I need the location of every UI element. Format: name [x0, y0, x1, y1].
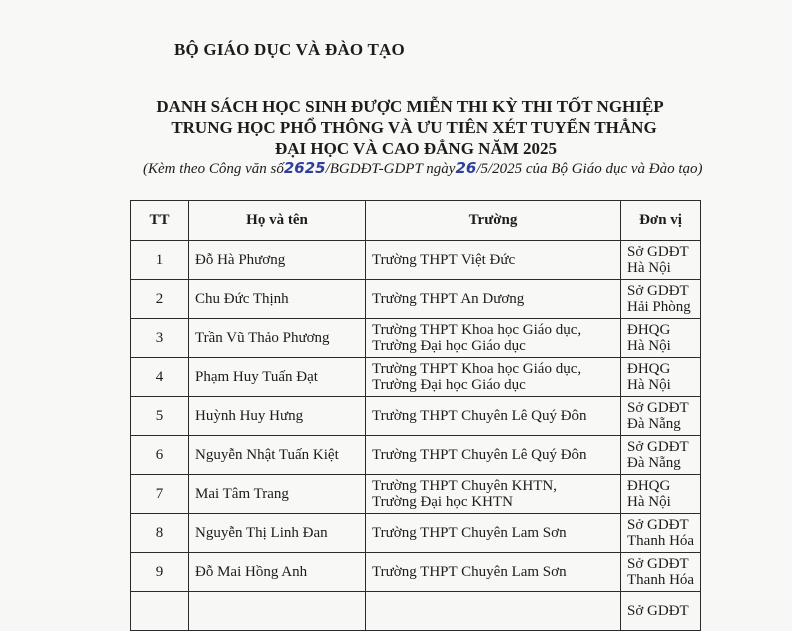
- cell-unit: [621, 475, 701, 514]
- unit-line: Hà Nội: [627, 377, 671, 393]
- subtitle-middle: /BGDĐT-GDPT ngày: [325, 161, 456, 177]
- table-row: [131, 592, 701, 631]
- cell-unit: [621, 358, 701, 397]
- header-school: Trường: [366, 201, 621, 241]
- header-tt: TT: [131, 201, 189, 241]
- school-line: Trường Đại học Giáo dục: [372, 338, 526, 354]
- cell-tt: 3: [131, 319, 189, 358]
- unit-line: Hà Nội: [627, 494, 671, 510]
- school-line: Trường THPT Khoa học Giáo dục,: [372, 322, 582, 338]
- cell-unit: [621, 241, 701, 280]
- unit-line: ĐHQG: [627, 361, 671, 377]
- cell-tt: 8: [131, 514, 189, 553]
- unit-line: Sở GDĐT: [627, 556, 689, 572]
- header-unit: Đơn vị: [621, 201, 701, 241]
- cell-name: Nguyễn Thị Linh Đan: [189, 514, 366, 553]
- cell-school: [366, 241, 621, 280]
- unit-line: Hà Nội: [627, 338, 671, 354]
- school-line: Trường Đại học Giáo dục: [372, 377, 526, 393]
- cell-tt: 4: [131, 358, 189, 397]
- cell-unit: [621, 553, 701, 592]
- unit-line: Hà Nội: [627, 260, 671, 276]
- cell-tt: 2: [131, 280, 189, 319]
- cell-tt: 5: [131, 397, 189, 436]
- table-row: [131, 397, 701, 436]
- unit-line: Đà Nẵng: [627, 455, 681, 471]
- cell-school: [366, 397, 621, 436]
- cell-unit: [621, 514, 701, 553]
- school-line: Trường THPT Chuyên Lê Quý Đôn: [372, 408, 587, 424]
- cell-name: Mai Tâm Trang: [189, 475, 366, 514]
- document-title-line-2: TRUNG HỌC PHỔ THÔNG VÀ ƯU TIÊN XÉT TUYỂN THẲNG: [171, 118, 657, 137]
- unit-line: Sở GDĐT: [627, 603, 689, 619]
- school-line: Trường THPT Chuyên KHTN,: [372, 478, 557, 494]
- cell-tt: [131, 592, 189, 631]
- header-name: Họ và tên: [189, 201, 366, 241]
- ministry-name: BỘ GIÁO DỤC VÀ ĐÀO TẠO: [174, 40, 405, 59]
- student-list-table: [130, 200, 701, 631]
- cell-name: Đỗ Hà Phương: [189, 241, 366, 280]
- table-row: [131, 358, 701, 397]
- subtitle-suffix: /5/2025 của Bộ Giáo dục và Đào tạo): [476, 161, 703, 177]
- cell-school: [366, 592, 621, 631]
- table-row: [131, 319, 701, 358]
- cell-school: [366, 475, 621, 514]
- cell-unit: [621, 397, 701, 436]
- subtitle-prefix: (Kèm theo Công văn số: [143, 161, 284, 177]
- school-line: Trường THPT Chuyên Lê Quý Đôn: [372, 447, 587, 463]
- cell-unit: [621, 436, 701, 475]
- unit-line: Sở GDĐT: [627, 439, 689, 455]
- unit-line: Sở GDĐT: [627, 517, 689, 533]
- cell-name: Nguyễn Nhật Tuấn Kiệt: [189, 436, 366, 475]
- handwritten-doc-number: 2625: [283, 159, 326, 177]
- table-row: [131, 241, 701, 280]
- cell-school: [366, 358, 621, 397]
- unit-line: ĐHQG: [627, 478, 671, 494]
- school-line: Trường THPT Khoa học Giáo dục,: [372, 361, 582, 377]
- document-title-line-3: ĐẠI HỌC VÀ CAO ĐẲNG NĂM 2025: [274, 139, 558, 158]
- cell-name: Phạm Huy Tuấn Đạt: [189, 358, 366, 397]
- cell-unit: [621, 280, 701, 319]
- school-line: Trường THPT An Dương: [372, 291, 525, 307]
- table-body: [131, 241, 701, 631]
- document-subtitle: [143, 159, 703, 178]
- unit-line: Sở GDĐT: [627, 244, 689, 260]
- cell-name: [189, 592, 366, 631]
- unit-line: Thanh Hóa: [627, 533, 695, 549]
- cell-school: [366, 436, 621, 475]
- cell-school: [366, 553, 621, 592]
- cell-unit: [621, 592, 701, 631]
- cell-tt: 6: [131, 436, 189, 475]
- handwritten-day: 26: [455, 159, 477, 177]
- cell-name: Chu Đức Thịnh: [189, 280, 366, 319]
- cell-name: Trần Vũ Thảo Phương: [189, 319, 366, 358]
- cell-school: [366, 514, 621, 553]
- table-row: [131, 475, 701, 514]
- table-row: [131, 514, 701, 553]
- school-line: Trường THPT Chuyên Lam Sơn: [372, 564, 567, 580]
- table-row: [131, 553, 701, 592]
- school-line: Trường Đại học KHTN: [372, 494, 513, 510]
- cell-name: Đỗ Mai Hồng Anh: [189, 553, 366, 592]
- school-line: Trường THPT Việt Đức: [372, 252, 516, 268]
- cell-name: Huỳnh Huy Hưng: [189, 397, 366, 436]
- cell-tt: 1: [131, 241, 189, 280]
- unit-line: ĐHQG: [627, 322, 671, 338]
- table-row: [131, 436, 701, 475]
- unit-line: Hải Phòng: [627, 299, 691, 315]
- cell-unit: [621, 319, 701, 358]
- table-header-row: [131, 201, 701, 241]
- unit-line: Sở GDĐT: [627, 283, 689, 299]
- cell-tt: 9: [131, 553, 189, 592]
- unit-line: Sở GDĐT: [627, 400, 689, 416]
- school-line: Trường THPT Chuyên Lam Sơn: [372, 525, 567, 541]
- unit-line: Đà Nẵng: [627, 416, 681, 432]
- cell-school: [366, 319, 621, 358]
- cell-school: [366, 280, 621, 319]
- table-row: [131, 280, 701, 319]
- unit-line: Thanh Hóa: [627, 572, 695, 588]
- document-title-line-1: DANH SÁCH HỌC SINH ĐƯỢC MIỄN THI KỲ THI TỐT NGHIỆP: [156, 97, 664, 116]
- cell-tt: 7: [131, 475, 189, 514]
